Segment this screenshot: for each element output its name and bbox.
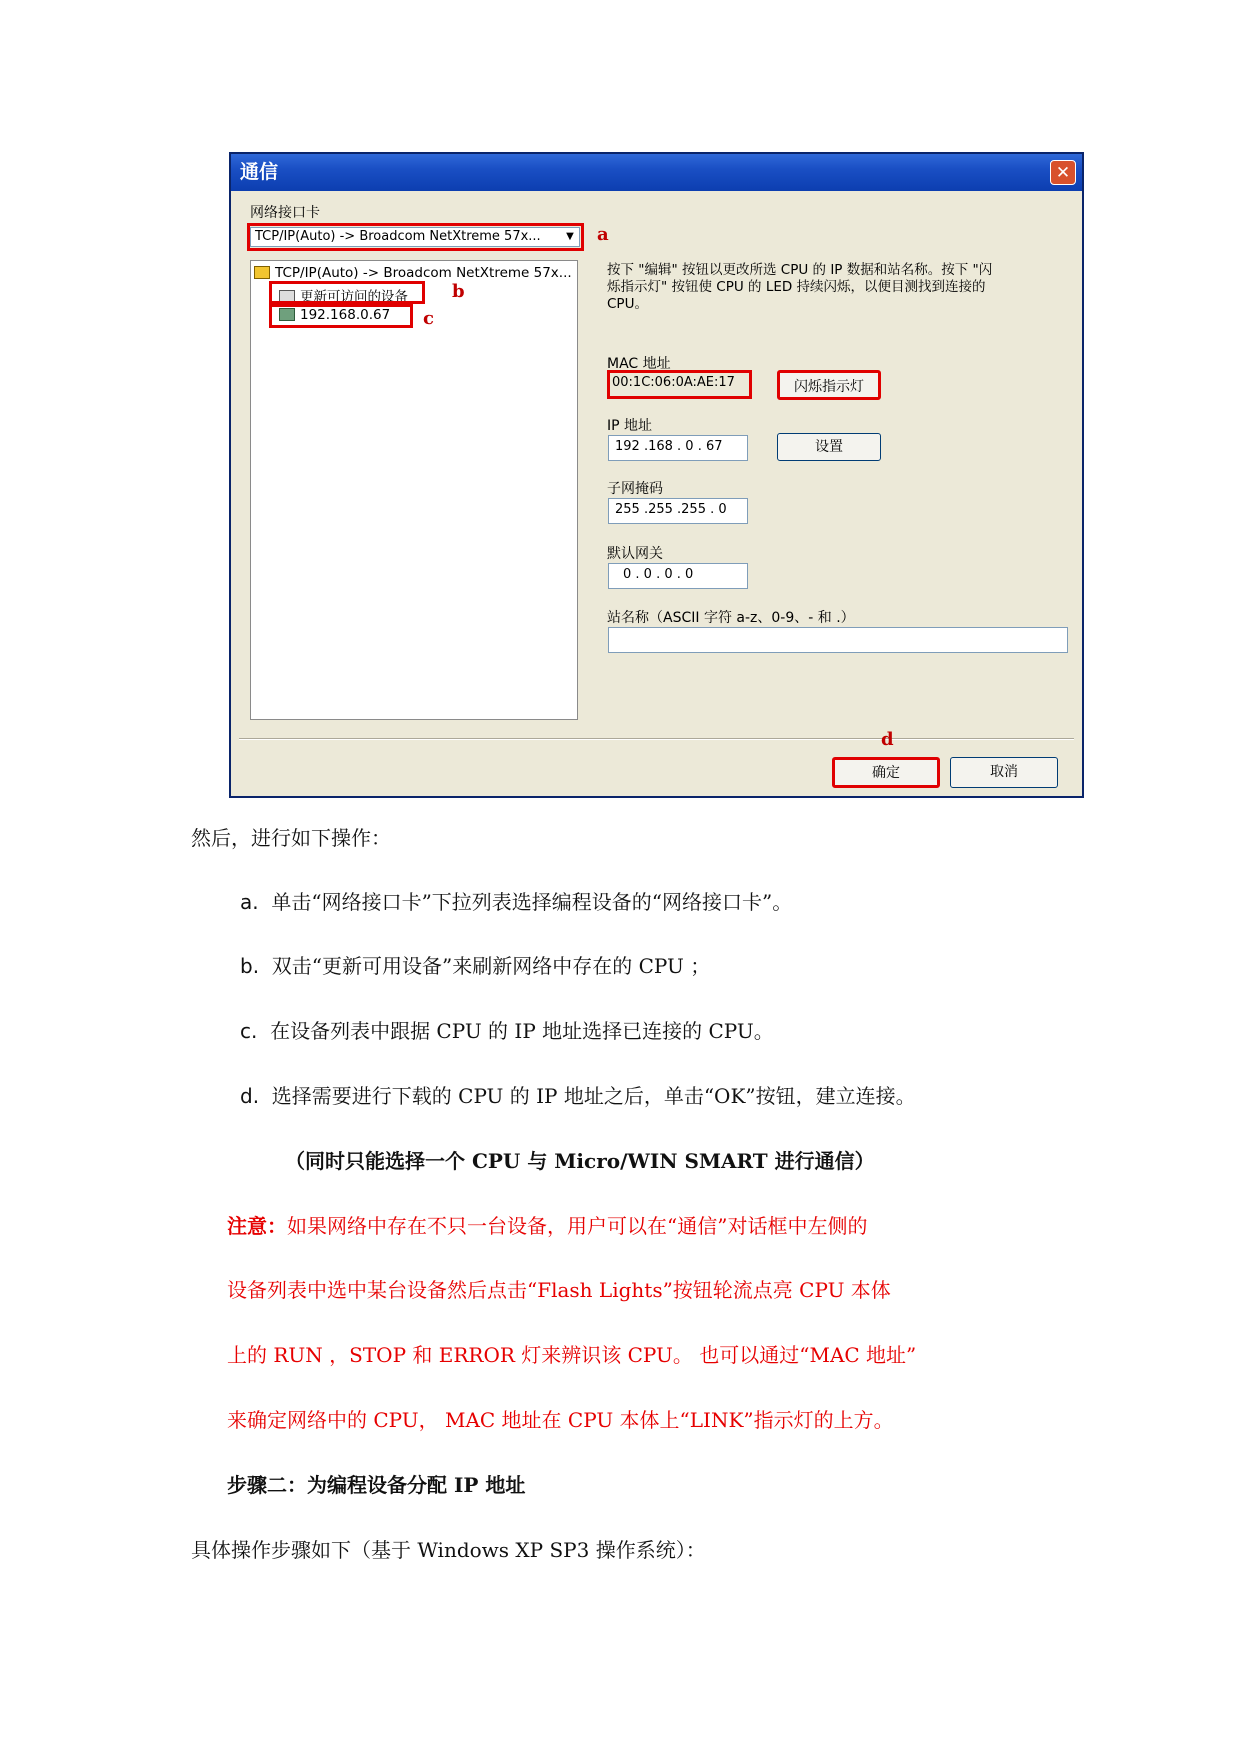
chevron-down-icon[interactable]: ▼	[566, 231, 574, 242]
flash-lights-button[interactable]: 闪烁指示灯	[777, 370, 881, 400]
step-c-letter: c.	[240, 1019, 258, 1043]
instruction-line-1: 按下 "编辑" 按钮以更改所选 CPU 的 IP 数据和站名称。按下 "闪	[607, 262, 993, 278]
step2-heading: 步骤二：为编程设备分配 IP 地址	[227, 1473, 526, 1497]
close-icon[interactable]: ✕	[1050, 160, 1076, 185]
marker-d: d	[881, 729, 894, 750]
network-icon	[254, 266, 270, 279]
marker-c: c	[423, 308, 434, 329]
ip-address-field[interactable]: 192 .168 . 0 . 67	[608, 435, 748, 461]
single-cpu-note: （同时只能选择一个 CPU 与 Micro/WIN SMART 进行通信）	[285, 1149, 875, 1173]
highlight-c	[269, 304, 413, 328]
tree-root[interactable]	[254, 265, 572, 281]
tree-device-label: 192.168.0.67	[300, 307, 391, 323]
step-b	[240, 950, 710, 979]
marker-b: b	[452, 281, 465, 302]
instruction-line-2: 烁指示灯" 按钮使 CPU 的 LED 持续闪烁，以便目测找到连接的	[607, 279, 986, 295]
step-d-letter: d.	[240, 1084, 260, 1108]
note-line-4: 来确定网络中的 CPU， MAC 地址在 CPU 本体上“LINK”指示灯的上方。	[227, 1408, 894, 1432]
device-tree[interactable]	[250, 260, 578, 720]
step-a-text: 单击“网络接口卡”下拉列表选择编程设备的“网络接口卡”。	[271, 890, 793, 914]
tree-root-label: TCP/IP(Auto) -> Broadcom NetXtreme 57x...	[275, 265, 572, 281]
step-a-letter: a.	[240, 890, 259, 914]
dialog-separator	[239, 738, 1074, 740]
cancel-button[interactable]: 取消	[950, 757, 1058, 788]
step-b-letter: b.	[240, 954, 260, 978]
highlight-a	[247, 223, 584, 251]
step-c	[240, 1015, 774, 1044]
note-line-1-text: 如果网络中存在不只一台设备，用户可以在“通信”对话框中左侧的	[287, 1214, 868, 1238]
nic-dropdown-value: TCP/IP(Auto) -> Broadcom NetXtreme 57x...	[255, 229, 541, 244]
step-d-text: 选择需要进行下载的 CPU 的 IP 地址之后，单击“OK”按钮，建立连接。	[271, 1084, 916, 1108]
step2-intro: 具体操作步骤如下（基于 Windows XP SP3 操作系统）：	[191, 1538, 706, 1562]
dialog-titlebar	[231, 154, 1082, 191]
instruction-text	[607, 262, 992, 313]
ip-label: IP 地址	[607, 418, 653, 434]
step-d	[240, 1080, 916, 1109]
step-c-text: 在设备列表中跟据 CPU 的 IP 地址选择已连接的 CPU。	[270, 1019, 774, 1043]
intro-text: 然后，进行如下操作：	[191, 826, 391, 850]
gateway-field[interactable]: 0 . 0 . 0 . 0	[608, 563, 748, 589]
station-name-field[interactable]	[608, 627, 1068, 653]
station-name-label: 站名称（ASCII 字符 a-z、0-9、- 和 .）	[607, 610, 855, 626]
tree-refresh-label: 更新可访问的设备	[300, 289, 408, 305]
highlight-b	[269, 281, 425, 304]
step-a	[240, 886, 792, 915]
set-button[interactable]: 设置	[777, 433, 881, 461]
subnet-mask-field[interactable]: 255 .255 .255 . 0	[608, 498, 748, 524]
highlight-mac	[607, 370, 752, 399]
note-label: 注意：	[227, 1214, 287, 1238]
mac-value: 00:1C:06:0A:AE:17	[610, 373, 748, 395]
instruction-line-3: CPU。	[607, 296, 648, 312]
step-b-text: 双击“更新可用设备”来刷新网络中存在的 CPU ；	[271, 954, 711, 978]
mac-label: MAC 地址	[607, 356, 671, 372]
note-line-2: 设备列表中选中某台设备然后点击“Flash Lights”按钮轮流点亮 CPU 本体	[227, 1278, 891, 1302]
dialog-title: 通信	[240, 161, 279, 183]
ok-button[interactable]: 确定	[832, 757, 940, 788]
note-line-3: 上的 RUN ，STOP 和 ERROR 灯来辨识该 CPU。 也可以通过“MAC 地址”	[227, 1343, 917, 1367]
note-line-1	[227, 1210, 867, 1239]
marker-a: a	[597, 224, 609, 245]
gateway-label: 默认网关	[607, 546, 663, 562]
communication-dialog	[229, 152, 1084, 798]
nic-label: 网络接口卡	[250, 205, 320, 221]
subnet-label: 子网掩码	[607, 481, 663, 497]
